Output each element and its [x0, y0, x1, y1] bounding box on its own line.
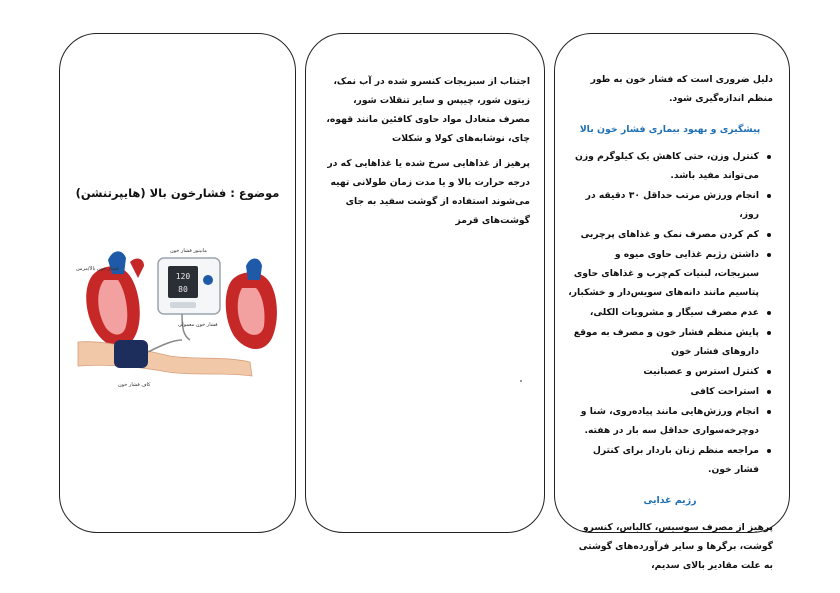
heart-illustration-right: [226, 259, 277, 350]
list-item: عدم مصرف سیگار و مشروبات الکلی،: [567, 303, 759, 322]
label-cuff: کاف فشار خون: [118, 382, 151, 388]
right-text: [567, 70, 773, 575]
list-item: کنترل استرس و عصبانیت: [567, 362, 759, 381]
cover-panel: [59, 33, 296, 533]
label-high-bp: فشار خون بالا/مزمن: [76, 266, 119, 272]
stray-dot: [520, 380, 522, 382]
list-item: استراحت کافی: [567, 382, 759, 401]
middle-paragraph-1: اجتناب از سبزیجات کنسرو شده در آب نمک، زیتون شور، چیپس و سایر تنقلات شور، مصرف متعادل مواد حاوی کافئین مانند قهوه، چای، نوشابه‌های کولا و شکلات: [326, 76, 530, 144]
diet-text: پرهیز از مصرف سوسیس، کالباس، کنسرو گوشت، برگرها و سایر فرآورده‌های گوشتی به علت مقادیر بالای سدیم،: [578, 522, 773, 571]
label-normal-bp: فشار خون معمولی: [178, 322, 218, 328]
intro-text: دلیل ضروری است که فشار خون به طور منظم اندازه‌گیری شود.: [590, 74, 773, 104]
list-item: مراجعه منظم زنان باردار برای کنترل فشار خون.: [567, 441, 759, 479]
list-item: پایش منظم فشار خون و مصرف به موقع داروهای فشار خون: [567, 323, 759, 361]
monitor-diastolic: 80: [178, 285, 188, 294]
list-item: داشتن رژیم غذایی حاوی میوه و سبزیجات، لبنیات کم‌چرب و غذاهای حاوی پتاسیم مانند دانه‌های سویس‌دار و خشکبار،: [567, 245, 759, 302]
diet-heading: رژیم غذایی: [643, 495, 697, 506]
middle-paragraph-2: پرهیز از غذاهایی سرخ شده یا غذاهایی که در درجه حرارت بالا و یا مدت زمان طولانی تهیه می‌شوند استفاده از گوشت سفید به جای گوشت‌های قرمز: [327, 158, 530, 226]
list-item: انجام ورزش‌هایی مانند پیاده‌روی، شنا و دوچرخه‌سواری حداقل سه بار در هفته.: [567, 402, 759, 440]
prevention-list: [567, 147, 773, 479]
right-panel: [554, 33, 790, 571]
label-monitor: مانیتور فشار خون: [170, 248, 207, 254]
list-item: کم کردن مصرف نمک و غذاهای پرچربی: [567, 225, 759, 244]
list-item: کنترل وزن، حتی کاهش یک کیلوگرم وزن می‌تواند مفید باشد.: [567, 147, 759, 185]
document-title: موضوع : فشارخون بالا (هایپرتنشن): [75, 186, 280, 200]
middle-text: [320, 72, 530, 236]
prevention-heading: پیشگیری و بهبود بیماری فشار خون بالا: [579, 124, 761, 135]
middle-panel: [305, 33, 545, 533]
arm-cuff-icon: [78, 340, 252, 376]
monitor-systolic: 120: [175, 272, 191, 281]
list-item: انجام ورزش مرتب حداقل ۳۰ دقیقه در روز،: [567, 186, 759, 224]
blood-pressure-illustration: [74, 240, 286, 392]
